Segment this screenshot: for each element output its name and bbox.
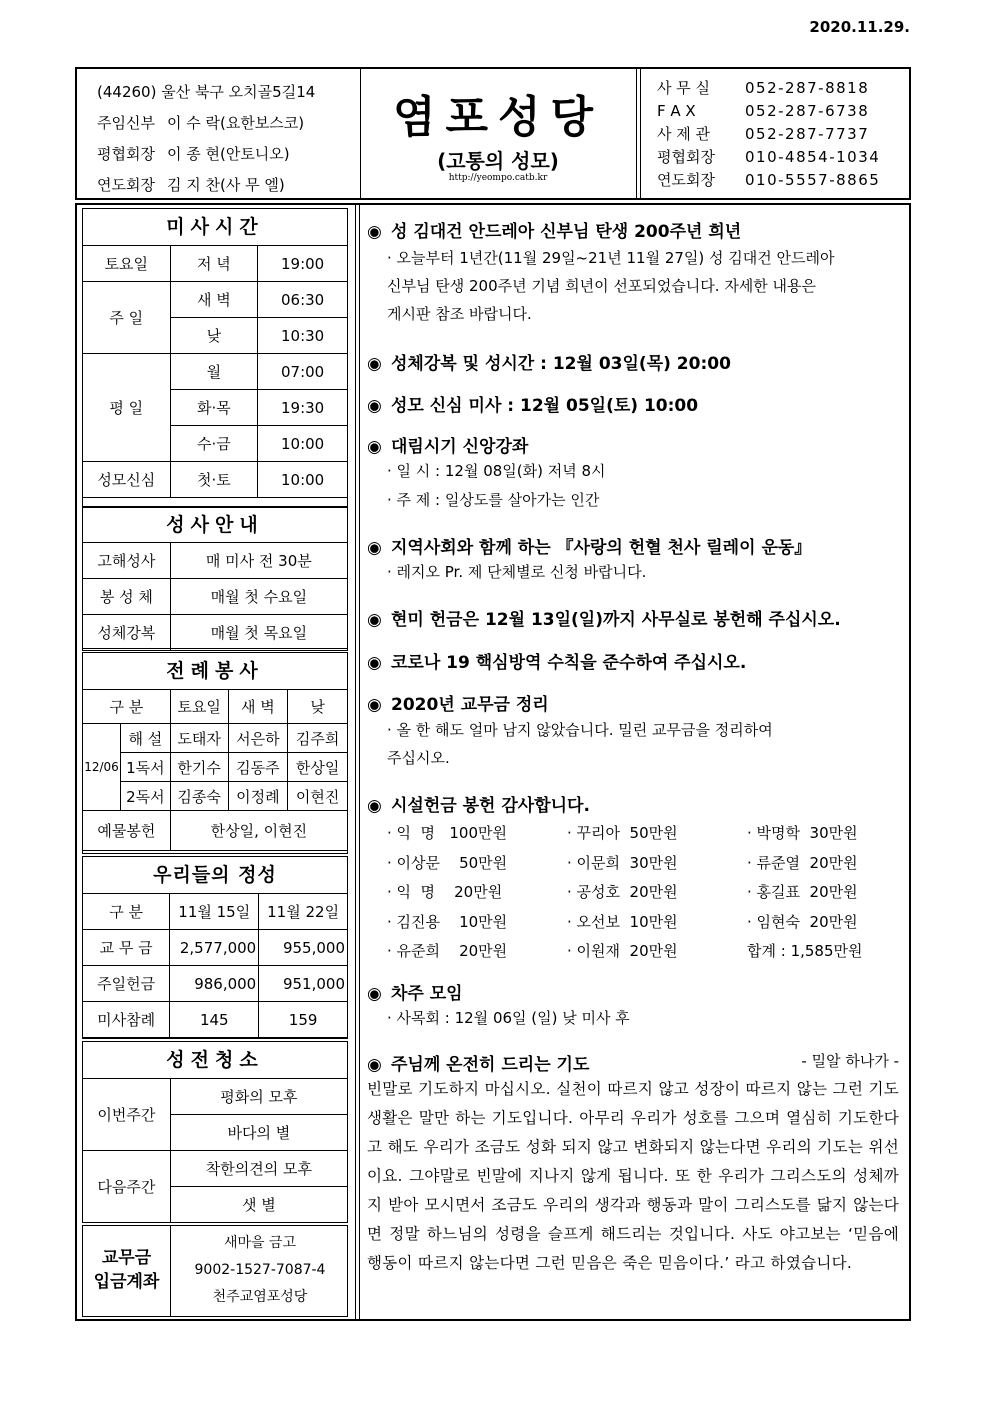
sacrament-title: 성사안내 [83, 508, 347, 543]
bullet-icon: ◉ [367, 653, 382, 673]
main-box [75, 203, 911, 1321]
account-details [171, 1226, 349, 1311]
donor-entry: · 박명학 30만원 [747, 824, 858, 842]
notice-jubilee: ◉ 성 김대건 안드레아 신부님 탄생 200주년 희년 · 오늘부터 1년간(11월 29일~21년 11월 27일) 성 김대건 안드레아 신부님 탄생 200주년 기념 희년이 선포되었습니다. 자세한 내용은 게시판 참조 바랍니다. [367, 222, 835, 323]
youth-row: 연도회장 김 지 찬(사 무 엘) [97, 176, 285, 194]
donations-box [82, 856, 348, 1039]
donor-row [387, 848, 907, 878]
notice-rice: ◉ 현미 헌금은 12월 13일(일)까지 사무실로 봉헌해 주십시오. [367, 610, 841, 630]
youth-name: 김 지 찬(사 무 엘) [166, 176, 285, 194]
address: (44260) 울산 북구 오치골5길14 [97, 83, 316, 101]
donor-list [367, 816, 907, 966]
mass-times-title: 미사시간 [83, 209, 347, 246]
mass-times-box [82, 208, 348, 507]
donations-title: 우리들의 정성 [83, 857, 347, 894]
prayer-source: - 밀알 하나가 - [801, 1052, 899, 1070]
donations-table: 구 분 11월 15일 11월 22일 교 무 금 2,577,000 955,000 주일헌금 986,000 951,000 미사참례 145 159 [82, 893, 348, 1038]
donor-entry: · 꾸리아 50만원 [567, 824, 678, 842]
prayer-text: 빈말로 기도하지 마십시오. 실천이 따르지 않고 성장이 따르지 않는 그런 기도 생활은 말만 하는 기도입니다. 아무리 우리가 성호를 그으며 열심히 기도한다고 해도 우리가 조금도 성화 되지 않고 변화되지 않는다면 우리의 기도는 위선이요. 그야말로 빈말에 지나지 않게 됩니다. 또 한 우리가 그리스도의 성체까지 받아 모시면서 조금도 우리의 생각과 행동과 말이 그리스도를 닮지 않는다면 정말 하느님의 성령을 슬프게 해드리는 것입니다. 사도 야고보는 ‘믿음에 행동이 따르지 않는다면 그런 믿음은 죽은 믿음이다.’ 라고 하였습니다. [367, 1080, 899, 1272]
council-name: 이 종 현(안토니오) [166, 145, 290, 163]
sacrament-table: 고해성사 매 미사 전 30분 봉 성 체 매월 첫 수요일 성체강복 매월 첫 목요일 [82, 542, 348, 651]
contact-number: 052-287-8818 [745, 79, 870, 97]
donor-row [387, 936, 907, 966]
parish-subtitle: (고통의 성모) [437, 149, 559, 173]
notice-covid: ◉ 코로나 19 핵심방역 수칙을 준수하여 주십시오. [367, 653, 747, 673]
donor-row [387, 818, 907, 848]
column-divider [355, 205, 360, 1319]
contact-row [657, 146, 880, 169]
bullet-icon: ◉ [367, 1055, 382, 1075]
contact-row [657, 77, 880, 100]
donation-total: 합계 : 1,585만원 [747, 942, 863, 960]
contact-number: 010-4854-1034 [745, 148, 881, 166]
contact-row [657, 169, 880, 192]
donor-entry: · 유준희 20만원 [387, 942, 508, 960]
donor-entry: · 김진용 10만원 [387, 912, 508, 931]
notice-advent: ◉ 대림시기 신앙강좌 · 일 시 : 12월 08일(화) 저녁 8시 · 주 제 : 일상도를 살아가는 인간 [367, 437, 606, 509]
contact-label: 사 제 관 [657, 125, 711, 143]
donor-entry: · 익 명 20만원 [387, 883, 503, 901]
donor-row [387, 907, 907, 937]
notice-blood-drive: ◉ 지역사회와 함께 하는 『사랑의 헌혈 천사 릴레이 운동』 · 레지오 Pr. 제 단체별로 신청 바랍니다. [367, 538, 812, 581]
account-number: 9002-1527-7087-4 [194, 1262, 326, 1278]
donor-entry: · 이문희 30만원 [567, 853, 678, 872]
parish-url[interactable]: http://yeompo.catb.kr [448, 173, 548, 183]
bullet-icon: ◉ [367, 695, 382, 715]
account-holder: 천주교염포성당 [212, 1289, 308, 1305]
parish-title: 염포성당 [392, 92, 603, 143]
notice-facility: ◉ 시설헌금 봉헌 감사합니다. · 익 명 100만원 · 꾸리아 50만원 · 박명학 30만원 · 이상문 50만원 · 이문희 30만원 · 류준열 20만원 · 익 명 20만원 · 공성호 20만원 · 홍길표 20만원 · 김진용 10만원 · 오선보 10만원 · 임현숙 20만원 · 유준희 20만원 · 이원재 20만원 합계 : 1,585만원 [367, 791, 907, 966]
contact-label: 연도회장 [657, 171, 715, 189]
bank-name: 새마을 금고 [223, 1235, 297, 1251]
council-row: 평협회장 이 종 현(안토니오) [97, 145, 290, 163]
header-box [75, 67, 911, 200]
account-label: 교무금 입금계좌 [83, 1226, 171, 1316]
bulletin-date: 2020.11.29. [809, 18, 910, 36]
cleaning-title: 성전청소 [83, 1042, 347, 1079]
notice-marian-mass: ◉ 성모 신심 미사 : 12월 05일(토) 10:00 [367, 396, 699, 416]
contact-label: 사 무 실 [657, 79, 711, 97]
donor-row [387, 877, 907, 907]
contact-row [657, 100, 880, 123]
donor-entry: · 임현숙 20만원 [747, 912, 858, 931]
liturgy-title: 전례봉사 [83, 653, 347, 690]
bullet-icon: ◉ [367, 396, 382, 416]
prayer-title: 주님께 온전히 드리는 기도 [391, 1055, 590, 1075]
contact-number: 052-287-7737 [745, 125, 870, 143]
left-column [77, 205, 356, 1319]
liturgy-box [82, 652, 348, 854]
liturgy-table: 구 분 토요일 새 벽 낮 12/06 해 설 도태자 서은하 김주희 1독서 한기수 김동주 한상일 2독서 김종숙 이정례 이현진 예물봉헌 한상일, 이현진 [82, 689, 348, 851]
cleaning-box [82, 1041, 348, 1223]
contact-number: 010-5557-8865 [745, 171, 881, 189]
contact-row [657, 123, 880, 146]
contact-number: 052-287-6738 [745, 102, 870, 120]
bullet-icon: ◉ [367, 610, 382, 630]
bullet-icon: ◉ [367, 222, 382, 242]
bullet-icon: ◉ [367, 984, 382, 1004]
pastor-name: 이 수 락(요한보스코) [166, 114, 305, 132]
notice-benediction: ◉ 성체강복 및 성시간 : 12월 03일(목) 20:00 [367, 354, 731, 374]
contact-label: 평협회장 [657, 148, 715, 166]
contact-list [657, 77, 880, 192]
donor-entry: · 이원재 20만원 [567, 942, 678, 960]
contact-label: F A X [657, 102, 696, 120]
bullet-icon: ◉ [367, 538, 382, 558]
donor-entry: · 류준열 20만원 [747, 853, 858, 872]
notice-dues: ◉ 2020년 교무금 정리 · 올 한 해도 얼마 남지 않았습니다. 밀린 교무금을 정리하여 주십시오. [367, 695, 773, 767]
notice-meeting: ◉ 차주 모임 · 사목회 : 12월 06일 (일) 낮 미사 후 [367, 984, 630, 1027]
header-divider [636, 69, 641, 198]
donor-entry: · 홍길표 20만원 [747, 883, 858, 901]
title-block [360, 69, 637, 198]
bullet-icon: ◉ [367, 796, 382, 816]
account-box [82, 1225, 348, 1317]
parish-info [77, 69, 361, 198]
liturgy-date: 12/06 [83, 724, 121, 811]
notice-prayer [367, 1050, 907, 1278]
donor-entry: · 공성호 20만원 [567, 883, 678, 901]
pastor-row: 주임신부 이 수 락(요한보스코) [97, 114, 305, 132]
cleaning-table: 이번주간 평화의 모후 바다의 별 다음주간 착한의견의 모후 샛 별 [82, 1078, 348, 1223]
donor-entry: · 익 명 100만원 [387, 824, 507, 842]
mass-times-table: 토요일 저 녁 19:00 주 일 새 벽 06:30 낮 10:30 평 일 월 07:00 화·목 19:30 수·금 10:00 성모신심 첫·토 10:00 [82, 245, 348, 498]
donor-entry: · 이상문 50만원 [387, 853, 508, 872]
bullet-icon: ◉ [367, 437, 382, 457]
bullet-icon: ◉ [367, 354, 382, 374]
sacrament-box [82, 507, 348, 649]
offering-names: 한상일, 이현진 [170, 811, 347, 851]
donor-entry: · 오선보 10만원 [567, 912, 678, 931]
